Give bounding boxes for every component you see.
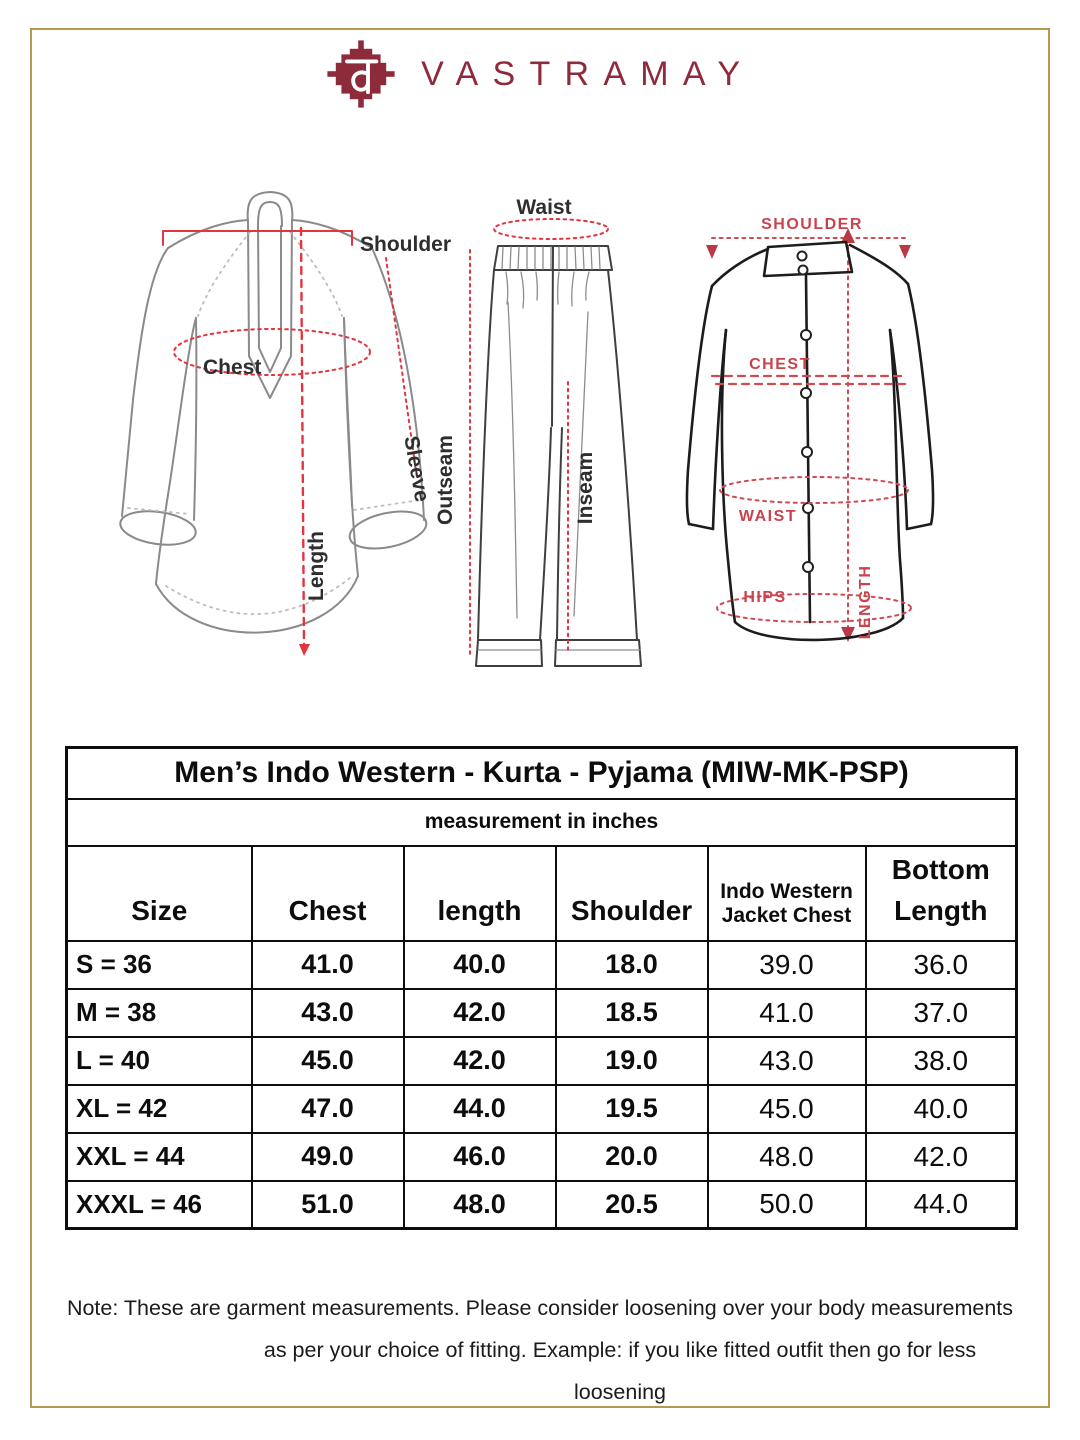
table-row: [67, 1037, 1017, 1085]
jacket-chest-label: CHEST: [749, 356, 811, 373]
length-cell: 44.0: [404, 1085, 556, 1133]
kurta-shoulder-label: Shoulder: [360, 233, 452, 256]
jacket-chest-cell: 50.0: [708, 1181, 866, 1229]
col-header-shoulder: Shoulder: [556, 846, 708, 941]
length-cell: 42.0: [404, 1037, 556, 1085]
measurement-diagrams: [0, 140, 1080, 740]
table-title: Men’s Indo Western - Kurta - Pyjama (MIW-MK-PSP): [67, 748, 1017, 799]
length-cell: 46.0: [404, 1133, 556, 1181]
chest-cell: 51.0: [252, 1181, 404, 1229]
jacket-chest-cell: 39.0: [708, 941, 866, 989]
vastramay-logo-icon: [326, 39, 396, 109]
jacket-diagram: [687, 216, 933, 642]
brand-name: VASTRAMAY: [421, 54, 755, 93]
table-row: [67, 1133, 1017, 1181]
jacket-chest-cell: 48.0: [708, 1133, 866, 1181]
table-row: [67, 989, 1017, 1037]
size-cell: XXXL = 46: [67, 1181, 252, 1229]
table-row: [67, 941, 1017, 989]
jacket-waist-label: WAIST: [738, 508, 798, 525]
jacket-hips-label: HIPS: [743, 589, 787, 606]
shoulder-cell: 18.5: [556, 989, 708, 1037]
shoulder-cell: 19.0: [556, 1037, 708, 1085]
size-cell: L = 40: [67, 1037, 252, 1085]
chest-cell: 41.0: [252, 941, 404, 989]
jacket-chest-cell: 41.0: [708, 989, 866, 1037]
measurement-note: [55, 1287, 1025, 1413]
chest-cell: 49.0: [252, 1133, 404, 1181]
pyjama-inseam-label: Inseam: [574, 451, 597, 525]
jacket-length-label: LENGTH: [857, 564, 874, 640]
shoulder-cell: 20.5: [556, 1181, 708, 1229]
bottom-length-cell: 40.0: [866, 1085, 1017, 1133]
chest-cell: 47.0: [252, 1085, 404, 1133]
note-line-2: as per your choice of fitting. Example: if you like fitted outfit then go for less loosening: [263, 1338, 977, 1404]
table-row: [67, 1085, 1017, 1133]
bottom-length-cell: 42.0: [866, 1133, 1017, 1181]
size-cell: S = 36: [67, 941, 252, 989]
size-cell: XXL = 44: [67, 1133, 252, 1181]
size-chart-table: [65, 746, 1018, 1230]
shoulder-cell: 20.0: [556, 1133, 708, 1181]
jacket-chest-cell: 43.0: [708, 1037, 866, 1085]
shoulder-cell: 19.5: [556, 1085, 708, 1133]
note-line-1: Note: These are garment measurements. Please consider loosening over your body measurements: [66, 1296, 1014, 1320]
pyjama-outseam-label: Outseam: [434, 435, 457, 525]
size-cell: M = 38: [67, 989, 252, 1037]
col-header-length: length: [404, 846, 556, 941]
bottom-length-cell: 38.0: [866, 1037, 1017, 1085]
size-cell: XL = 42: [67, 1085, 252, 1133]
kurta-length-label: Length: [305, 531, 328, 601]
kurta-sleeve-label: Sleeve: [399, 434, 434, 504]
brand-header: [0, 38, 1080, 110]
jacket-shoulder-label: SHOULDER: [761, 216, 863, 233]
col-header-chest: Chest: [252, 846, 404, 941]
length-cell: 40.0: [404, 941, 556, 989]
length-cell: 42.0: [404, 989, 556, 1037]
pyjama-diagram: [434, 196, 641, 666]
table-row: [67, 1181, 1017, 1229]
table-header-row: [67, 846, 1017, 941]
col-header-jacket-chest: Indo Western Jacket Chest: [708, 846, 866, 941]
kurta-diagram: [118, 192, 451, 656]
kurta-chest-label: Chest: [203, 356, 262, 379]
bottom-length-cell: 37.0: [866, 989, 1017, 1037]
jacket-chest-cell: 45.0: [708, 1085, 866, 1133]
table-subtitle: measurement in inches: [67, 799, 1017, 846]
length-cell: 48.0: [404, 1181, 556, 1229]
bottom-length-cell: 36.0: [866, 941, 1017, 989]
chest-cell: 45.0: [252, 1037, 404, 1085]
bottom-length-cell: 44.0: [866, 1181, 1017, 1229]
chest-cell: 43.0: [252, 989, 404, 1037]
pyjama-waist-label: Waist: [516, 196, 572, 219]
col-header-bottom-length: Bottom Length: [866, 846, 1017, 941]
shoulder-cell: 18.0: [556, 941, 708, 989]
col-header-size: Size: [67, 846, 252, 941]
